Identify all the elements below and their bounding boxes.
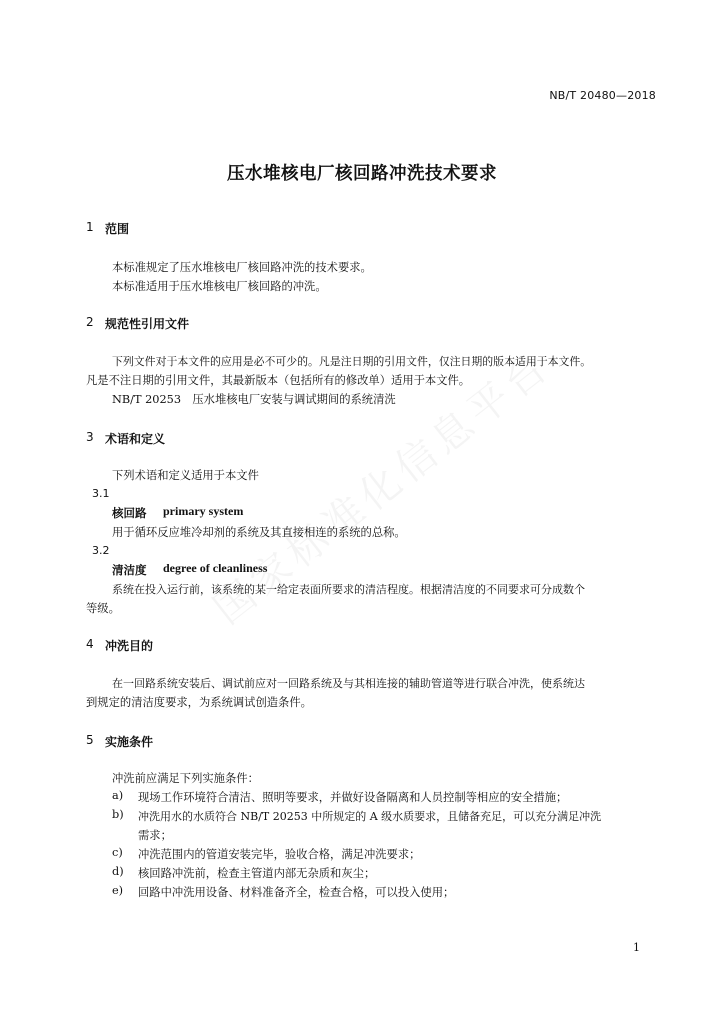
list-item-label: a)	[112, 789, 124, 802]
term-3-1-english: primary system	[163, 504, 244, 518]
section-2-paragraph-line-2: 凡是不注日期的引用文件，其最新版本（包括所有的修改单）适用于本文件。	[86, 374, 471, 387]
list-item-text: 现场工作环境符合清洁、照明等要求，并做好设备隔离和人员控制等相应的安全措施；	[138, 791, 568, 804]
list-item-label: b)	[112, 808, 124, 821]
section-4-number: 4	[86, 637, 94, 651]
list-item-text: 核回路冲洗前，检查主管道内部无杂质和灰尘；	[138, 867, 376, 880]
document-title: 压水堆核电厂核回路冲洗技术要求	[227, 164, 497, 184]
list-item-text: 回路中冲洗用设备、材料准备齐全，检查合格，可以投入使用；	[138, 886, 455, 899]
section-2-number: 2	[86, 315, 94, 329]
term-3-2-chinese: 清洁度	[112, 563, 147, 577]
term-3-2-number: 3.2	[92, 544, 110, 557]
list-item-label: d)	[112, 865, 124, 878]
section-4-paragraph-line-1: 在一回路系统安装后、调试前应对一回路系统及与其相连接的辅助管道等进行联合冲洗，使系统达	[112, 677, 585, 690]
section-4-title: 冲洗目的	[105, 639, 154, 653]
section-5-intro: 冲洗前应满足下列实施条件：	[112, 772, 259, 785]
section-2-paragraph-line-1: 下列文件对于本文件的应用是必不可少的。凡是注日期的引用文件，仅注日期的版本适用于本文件。	[112, 355, 592, 368]
list-item-text-continuation: 需求；	[138, 829, 172, 842]
section-1-number: 1	[86, 220, 94, 234]
list-item-text: 冲洗用水的水质符合 NB/T 20253 中所规定的 A 级水质要求，且储备充足，可以充分满足冲洗	[138, 810, 602, 823]
section-3-number: 3	[86, 430, 94, 444]
list-item-label: e)	[112, 884, 124, 897]
list-item-label: c)	[112, 846, 123, 859]
term-3-2-definition-line-2: 等级。	[86, 602, 120, 615]
term-3-2-english: degree of cleanliness	[163, 561, 268, 575]
section-1-paragraph-1: 本标准规定了压水堆核电厂核回路冲洗的技术要求。	[112, 261, 372, 274]
section-4-paragraph-line-2: 到规定的清洁度要求，为系统调试创造条件。	[86, 696, 312, 709]
term-3-2-definition-line-1: 系统在投入运行前，该系统的某一给定表面所要求的清洁程度。根据清洁度的不同要求可分成数个	[112, 583, 585, 596]
term-3-1-definition: 用于循环反应堆冷却剂的系统及其直接相连的系统的总称。	[112, 526, 406, 539]
standard-number: NB/T 20480—2018	[549, 89, 656, 102]
list-item-text: 冲洗范围内的管道安装完毕，验收合格，满足冲洗要求；	[138, 848, 421, 861]
section-1-paragraph-2: 本标准适用于压水堆核电厂核回路的冲洗。	[112, 280, 327, 293]
section-1-title: 范围	[105, 222, 130, 236]
section-5-title: 实施条件	[105, 735, 154, 749]
section-5-number: 5	[86, 733, 94, 747]
term-3-1-number: 3.1	[92, 487, 110, 500]
section-2-title: 规范性引用文件	[105, 317, 190, 331]
term-3-1-chinese: 核回路	[112, 506, 147, 520]
section-2-reference: NB/T 20253 压水堆核电厂安装与调试期间的系统清洗	[112, 393, 396, 406]
page-number: 1	[633, 941, 640, 954]
section-3-title: 术语和定义	[105, 432, 166, 446]
section-3-intro: 下列术语和定义适用于本文件	[112, 469, 259, 482]
